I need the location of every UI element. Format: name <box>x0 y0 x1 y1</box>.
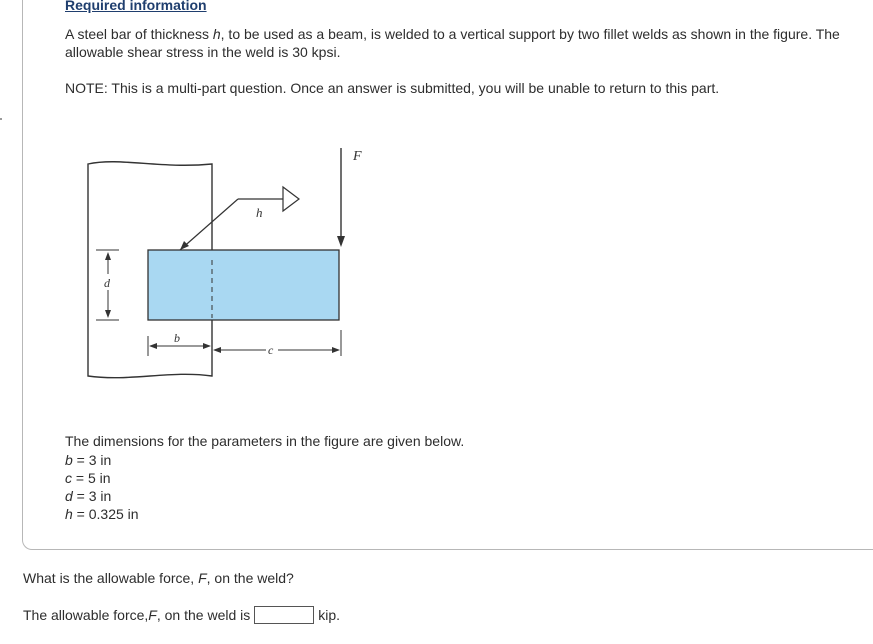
statement-part-1: A steel bar of thickness <box>65 26 213 42</box>
question-part-1: What is the allowable force, <box>23 570 199 586</box>
dimension-h <box>65 505 139 523</box>
steel-bar <box>148 250 339 320</box>
question-part-2: , on the weld? <box>206 570 294 586</box>
label-F: F <box>353 149 362 164</box>
dimension-d <box>65 487 139 505</box>
weld-figure <box>80 140 380 390</box>
dimension-b-value: = 3 in <box>72 452 112 468</box>
dim-c-arrow-left <box>213 347 221 353</box>
dimension-c-symbol: c <box>65 470 72 486</box>
multi-part-note: NOTE: This is a multi-part question. Once an answer is submitted, you will be unable to return to this part. <box>65 80 720 96</box>
force-arrowhead <box>337 236 345 247</box>
question-variable-F: F <box>198 570 207 586</box>
dimension-d-value: = 3 in <box>72 488 112 504</box>
statement-part-2: , to be used as a beam, is welded to a vertical support by two fillet welds as shown in the figure. The allowable shear stress in the weld is 30 kpsi. <box>65 26 840 60</box>
dimension-b-symbol: b <box>65 452 73 468</box>
dim-c-arrow-right <box>332 347 340 353</box>
dimension-d-symbol: d <box>65 488 73 504</box>
label-b: b <box>174 331 180 345</box>
label-h: h <box>256 205 263 220</box>
label-d: d <box>104 276 110 290</box>
allowable-force-input[interactable] <box>254 606 314 624</box>
problem-statement <box>65 25 865 61</box>
answer-variable-F: F <box>148 607 157 623</box>
answer-part-1: The allowable force, <box>23 607 149 623</box>
dimensions-list <box>65 451 139 523</box>
answer-row <box>23 604 340 626</box>
label-c: c <box>268 343 274 357</box>
fillet-weld-symbol <box>283 187 299 211</box>
dimension-b <box>65 451 139 469</box>
statement-variable-h: h <box>212 26 221 42</box>
edge-mark <box>0 118 2 120</box>
dimension-h-symbol: h <box>65 506 73 522</box>
section-heading: Required information <box>65 0 207 13</box>
dimension-c-value: = 5 in <box>72 470 111 486</box>
dimension-c <box>65 469 139 487</box>
dimensions-intro: The dimensions for the parameters in the figure are given below. <box>65 433 465 449</box>
question-prompt <box>23 570 294 586</box>
answer-unit: kip. <box>318 607 341 623</box>
dimension-h-value: = 0.325 in <box>72 506 139 522</box>
answer-part-2: , on the weld is <box>156 607 251 623</box>
